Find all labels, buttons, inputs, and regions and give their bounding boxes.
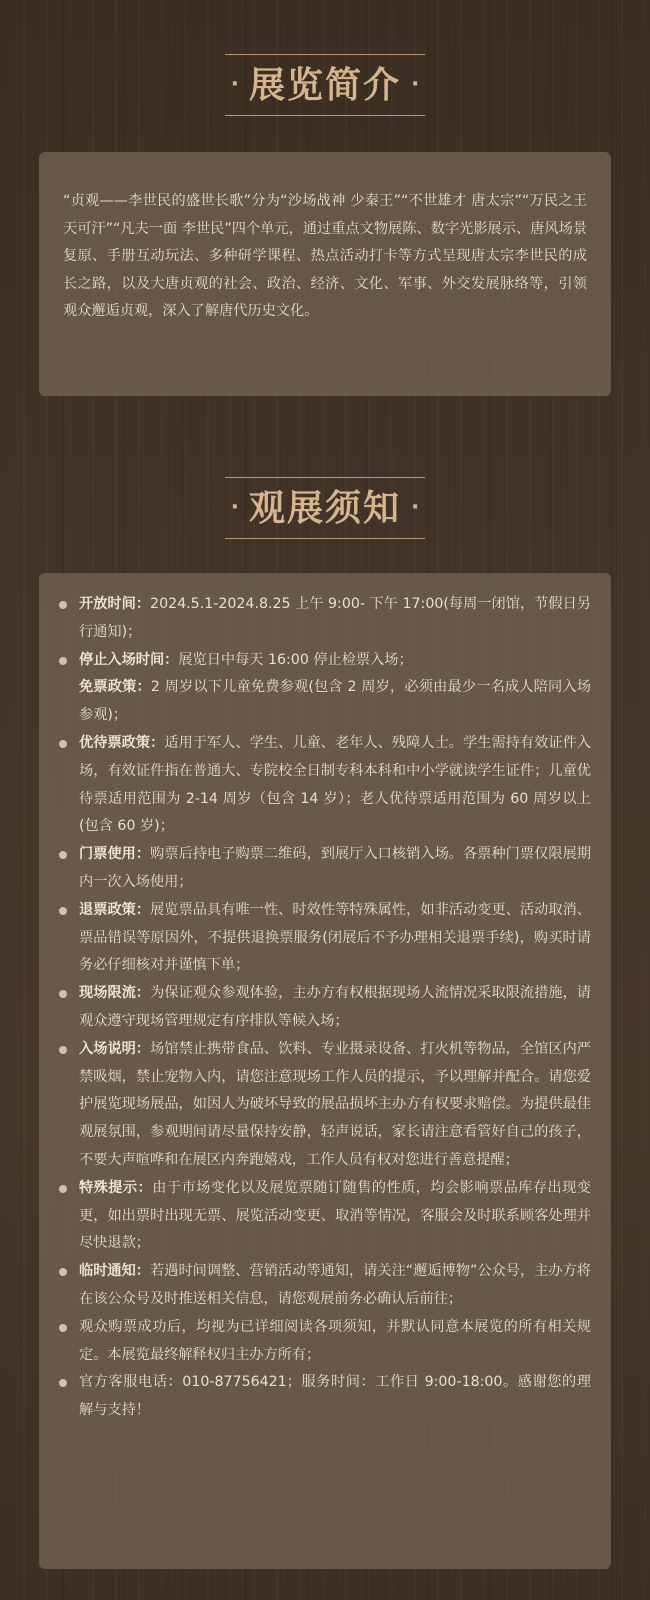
notice-text: 购票后持电子购票二维码，到展厅入口核销入场。各票种门票仅限展期内一次入场使用； [79, 846, 591, 890]
notice-text: 为保证观众参观体验，主办方有权根据现场人流情况采取限流措施，请观众遵守现场管理规定有序排队等候入场； [79, 985, 591, 1029]
bullet-dot [59, 1185, 67, 1193]
notice-text: 展览票品具有唯一性、时效性等特殊属性，如非活动变更、活动取消、票品错误等原因外，不提供退换票服务(闭展后不予办理相关退票手续)，购买时请务必仔细核对并谨慎下单； [79, 901, 591, 974]
bullet-dot [59, 1268, 67, 1276]
notice-text: 展览日中每天 16:00 停止检票入场； [178, 651, 413, 668]
bullet-dot [59, 740, 67, 748]
notice-label: 入场说明： [79, 1040, 151, 1057]
bullet-dot [59, 1324, 67, 1332]
notice-list [57, 591, 591, 1425]
notice-item-discount-ticket [57, 730, 591, 841]
notice-text: 2 周岁以下儿童免费参观(包含 2 周岁，必须由最少一名成人陪同入场参观)； [79, 679, 591, 724]
notice-item-entry-rules [57, 1036, 591, 1175]
notice-label: 特殊提示： [79, 1179, 153, 1196]
notice-text: 由于市场变化以及展览票随订随售的性质，均会影响票品库存出现变更，如出票时出现无票、展览活动变更、取消等情况，客服会及时联系顾客处理并尽快退款； [79, 1179, 591, 1252]
bullet-dot [59, 990, 67, 998]
notice-item-crowd-control [57, 980, 591, 1036]
notice-item-terms-agreement [57, 1314, 591, 1370]
notice-label: 优待票政策： [79, 734, 165, 751]
notice-item-customer-service [57, 1369, 591, 1425]
notice-item-refund-policy [57, 897, 591, 980]
notice-label: 现场限流： [79, 985, 151, 1002]
notice-item-opening-hours [57, 591, 591, 647]
notice-text: 若遇时间调整、营销活动等通知，请关注“邂逅博物”公众号，主办方将在该公众号及时推送相关信息，请您观展前务必确认后前往； [79, 1263, 591, 1307]
intro-card [39, 152, 611, 396]
notice-label: 开放时间： [79, 596, 151, 612]
notice-label: 退票政策： [79, 901, 151, 918]
notice-item-temporary-notice [57, 1258, 591, 1314]
title-dot-left: · [230, 72, 239, 97]
notice-text: 观众购票成功后，均视为已详细阅读各项须知，并默认同意本展览的所有相关规定。本展览最终解释权归主办方所有； [79, 1318, 591, 1363]
intro-text: “贞观——李世民的盛世长歌”分为“沙场战神 少秦王”“不世雄才 唐太宗”“万民之王 天可汗”“凡夫一面 李世民”四个单元，通过重点文物展陈、数字光影展示、唐风场景复原、手册互动玩法、多种研学课程、热点活动打卡等方式呈现唐太宗李世民的成长之路，以及大唐贞观的社会、政治、经济、文化、军事、外交发展脉络等，引领观众邂逅贞观，深入了解唐代历史文化。 [63, 193, 587, 320]
intro-section-header [0, 54, 650, 116]
bullet-dot [59, 601, 67, 609]
title-bottom-divider [225, 115, 425, 116]
intro-title: 展览简介 [248, 64, 401, 106]
notice-section-header [0, 477, 650, 539]
notice-label: 临时通知： [79, 1263, 151, 1280]
notice-card [39, 573, 611, 1569]
intro-title-row [0, 55, 650, 115]
notice-item-last-entry [57, 647, 591, 675]
notice-title: 观展须知 [248, 487, 401, 529]
bullet-dot [59, 1046, 67, 1054]
notice-label: 免票政策： [79, 679, 151, 696]
bullet-dot [59, 1379, 67, 1387]
title-dot-left: · [230, 495, 239, 520]
bullet-dot [59, 907, 67, 915]
notice-label: 停止入场时间： [79, 651, 179, 668]
notice-item-special-notice [57, 1175, 591, 1258]
notice-text: 2024.5.1-2024.8.25 上午 9:00- 下午 17:00(每周一闭馆，节假日另行通知)； [79, 596, 591, 640]
bullet-dot [59, 657, 67, 665]
bullet-dot [59, 851, 67, 859]
notice-title-row [0, 478, 650, 538]
notice-label: 门票使用： [79, 846, 151, 863]
notice-item-free-ticket [57, 674, 591, 730]
notice-item-ticket-usage [57, 841, 591, 897]
title-dot-right: · [411, 495, 420, 520]
notice-text: 适用于军人、学生、儿童、老年人、残障人士。学生需持有效证件入场，有效证件指在普通大、专院校全日制专科本科和中小学就读学生证件；儿童优待票适用范围为 2-14 周岁（包含 14 岁）；老人优待票适用范围为 60 周岁以上(包含 60 岁)； [79, 734, 591, 835]
notice-text: 官方客服电话：010-87756421；服务时间：工作日 9:00-18:00。感谢您的理解与支持！ [79, 1374, 591, 1419]
title-bottom-divider [225, 538, 425, 539]
notice-text: 场馆禁止携带食品、饮料、专业摄录设备、打火机等物品，全馆区内严禁吸烟，禁止宠物入内，请您注意现场工作人员的提示，予以理解并配合。请您爱护展览现场展品，如因人为破坏导致的展品损坏主办方有权要求赔偿。为提供最佳观展氛围，参观期间请尽量保持安静，轻声说话，家长请注意看管好自己的孩子，不要大声喧哗和在展区内奔跑嬉戏，工作人员有权对您进行善意提醒； [79, 1040, 591, 1168]
title-dot-right: · [411, 72, 420, 97]
